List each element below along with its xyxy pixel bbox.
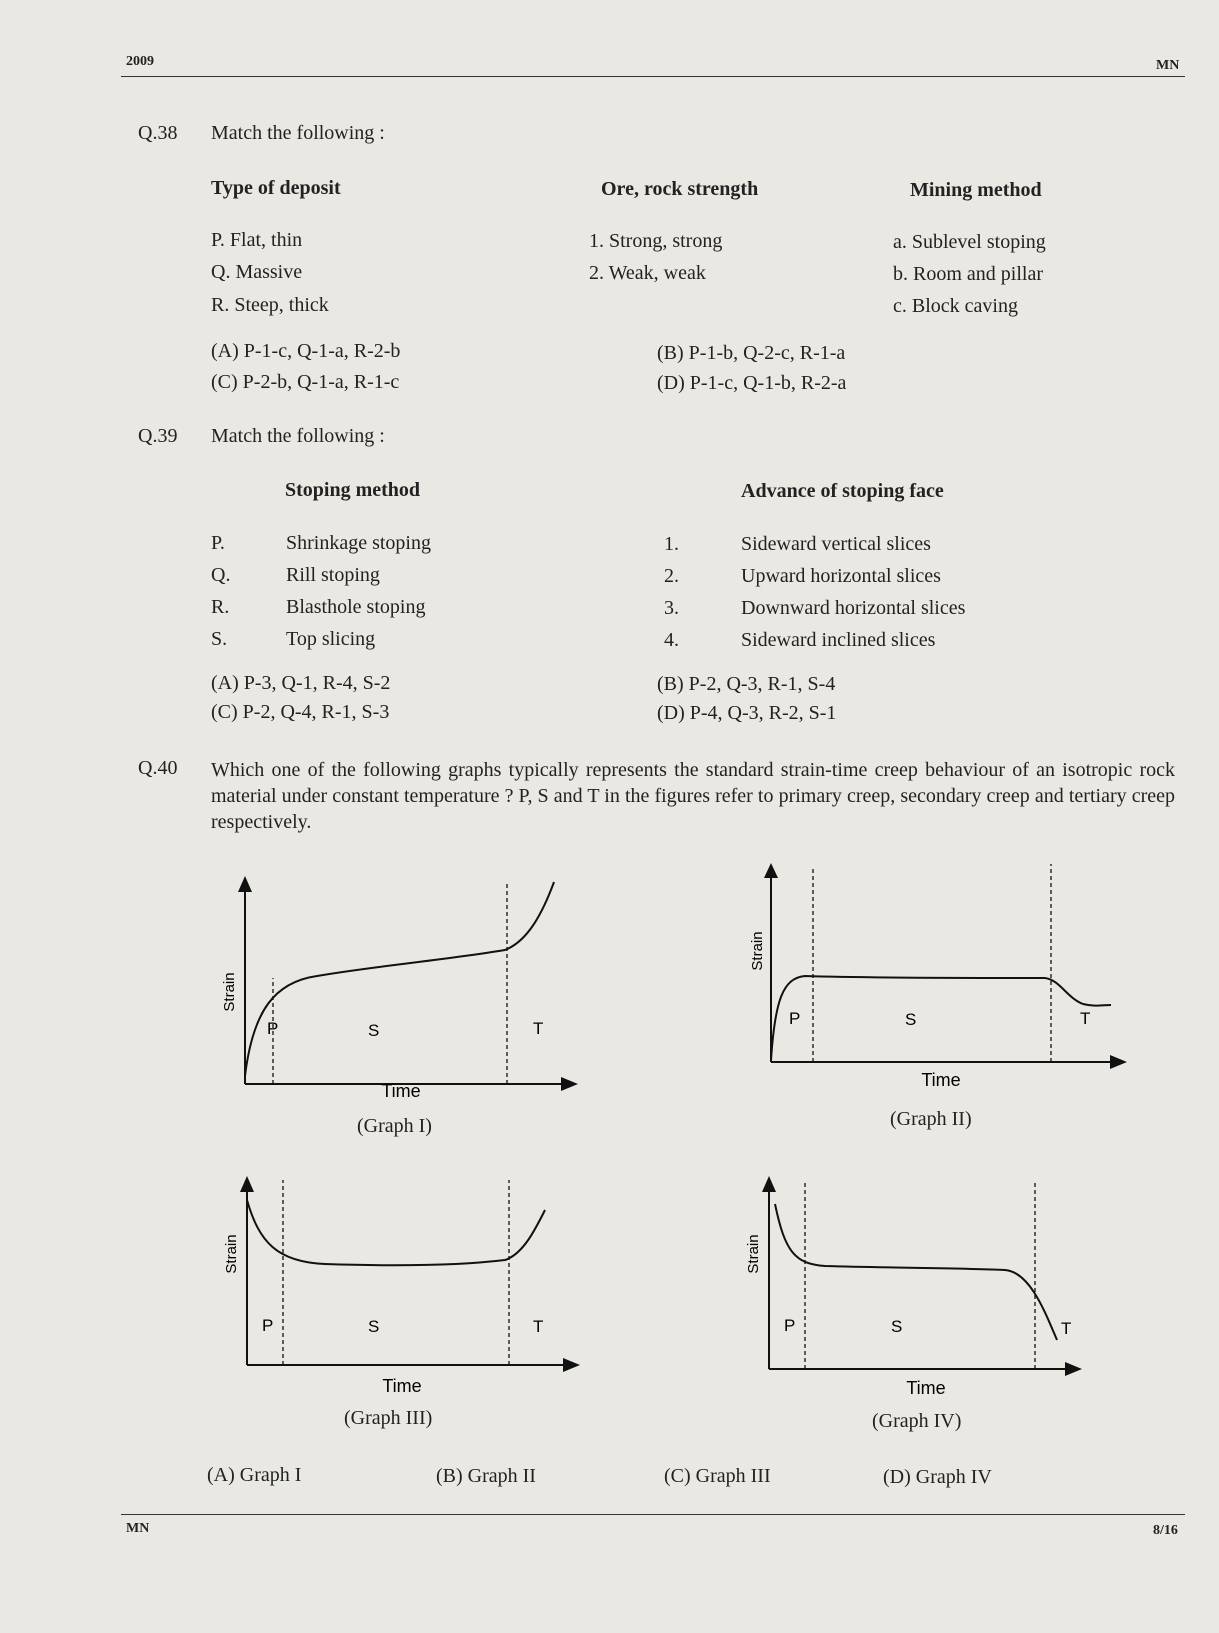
footer-code: MN	[126, 1521, 150, 1536]
graph-3-xlabel: Time	[382, 1376, 422, 1396]
graph-4-ylabel: Strain	[745, 1234, 762, 1274]
graph-1	[205, 870, 590, 1145]
q38-option-d: (D) P-1-c, Q-1-b, R-2-a	[657, 372, 847, 394]
q38-strength-1: 1. Strong, strong	[589, 230, 723, 252]
graph-3-zone-p: P	[262, 1316, 274, 1335]
graph-4-zone-p: P	[784, 1316, 796, 1335]
graph-2-caption: (Graph II)	[890, 1108, 972, 1130]
q39-key-s: S.	[211, 628, 228, 650]
graph-3-x-arrowhead	[563, 1358, 580, 1372]
graph-4-curve	[775, 1204, 1057, 1340]
graph-2-zone-p: P	[789, 1009, 801, 1028]
graph-4-x-arrowhead	[1065, 1362, 1082, 1376]
q39-advance-2: Upward horizontal slices	[741, 565, 941, 587]
q39-option-d: (D) P-4, Q-3, R-2, S-1	[657, 702, 837, 724]
graph-2-ylabel: Strain	[749, 931, 766, 971]
q39-option-a: (A) P-3, Q-1, R-4, S-2	[211, 672, 391, 694]
q38-number: Q.38	[138, 122, 178, 144]
graph-2-zone-t: T	[1080, 1009, 1091, 1028]
graph-3-zone-s: S	[368, 1317, 380, 1336]
graph-3-curve	[247, 1200, 545, 1265]
q39-number: Q.39	[138, 425, 178, 447]
graph-1-ylabel: Strain	[221, 972, 238, 1012]
graph-2-x-arrowhead	[1110, 1055, 1127, 1069]
q39-item-q: Rill stoping	[286, 564, 380, 586]
graph-3-caption: (Graph III)	[344, 1407, 433, 1429]
q39-key-r: R.	[211, 596, 230, 618]
q40-option-a: (A) Graph I	[207, 1464, 302, 1486]
graph-3	[205, 1172, 590, 1442]
q40-number: Q.40	[138, 757, 178, 779]
q38-deposit-q: Q. Massive	[211, 261, 303, 283]
q40-option-d: (D) Graph IV	[883, 1466, 992, 1488]
q38-header-strength: Ore, rock strength	[601, 178, 759, 200]
graph-4	[745, 1172, 1135, 1447]
q38-prompt: Match the following :	[211, 122, 385, 144]
q38-header-deposit: Type of deposit	[211, 177, 341, 199]
q38-option-c: (C) P-2-b, Q-1-a, R-1-c	[211, 371, 400, 393]
q39-item-s: Top slicing	[286, 628, 376, 650]
q38-header-method: Mining method	[910, 179, 1042, 201]
graph-1-y-arrowhead	[238, 876, 252, 892]
graph-3-ylabel: Strain	[223, 1234, 240, 1274]
q39-key-3: 3.	[664, 597, 679, 619]
q38-method-a: a. Sublevel stoping	[893, 231, 1046, 253]
graph-4-zone-t: T	[1061, 1319, 1072, 1338]
q38-option-a: (A) P-1-c, Q-1-a, R-2-b	[211, 340, 401, 362]
q38-strength-2: 2. Weak, weak	[589, 262, 706, 284]
header-rule	[121, 76, 1185, 77]
graph-2-xlabel: Time	[921, 1070, 961, 1090]
graph-4-xlabel: Time	[906, 1378, 946, 1398]
q39-option-b: (B) P-2, Q-3, R-1, S-4	[657, 673, 836, 695]
q39-key-q: Q.	[211, 564, 231, 586]
footer-rule	[121, 1514, 1185, 1515]
graph-2-zone-s: S	[905, 1010, 917, 1029]
graph-3-zone-t: T	[533, 1317, 544, 1336]
graph-2-curve	[771, 976, 1111, 1060]
q38-option-b: (B) P-1-b, Q-2-c, R-1-a	[657, 342, 846, 364]
graph-4-zone-s: S	[891, 1317, 903, 1336]
graph-4-caption: (Graph IV)	[872, 1410, 962, 1432]
q39-key-p: P.	[211, 532, 225, 554]
graph-1-x-arrowhead	[561, 1077, 578, 1091]
graph-1-zone-s: S	[368, 1021, 380, 1040]
q39-item-r: Blasthole stoping	[286, 596, 426, 618]
q40-option-c: (C) Graph III	[664, 1465, 771, 1487]
graph-2	[745, 860, 1135, 1130]
q39-option-c: (C) P-2, Q-4, R-1, S-3	[211, 701, 390, 723]
header-code: MN	[1156, 58, 1180, 73]
q39-advance-1: Sideward vertical slices	[741, 533, 931, 555]
q38-method-b: b. Room and pillar	[893, 263, 1043, 285]
q38-deposit-p: P. Flat, thin	[211, 229, 303, 251]
q40-option-b: (B) Graph II	[436, 1465, 536, 1487]
graph-1-xlabel: Time	[381, 1081, 421, 1101]
q38-method-c: c. Block caving	[893, 295, 1018, 317]
q40-text: Which one of the following graphs typically represents the standard strain-time creep behaviour of an isotropic rock material under constant temperature ? P, S and T in the figures refer to primary creep, secondary creep and tertiary creep respectively.	[211, 759, 1175, 833]
graph-1-zone-p: P	[267, 1019, 279, 1038]
graph-1-caption: (Graph I)	[357, 1115, 432, 1137]
q39-header-method: Stoping method	[285, 479, 421, 501]
graph-1-zone-t: T	[533, 1019, 544, 1038]
q39-item-p: Shrinkage stoping	[286, 532, 431, 554]
q39-prompt: Match the following :	[211, 425, 385, 447]
q39-key-1: 1.	[664, 533, 679, 555]
footer-page: 8/16	[1153, 1523, 1178, 1538]
q39-header-advance: Advance of stoping face	[741, 480, 944, 502]
header-year: 2009	[126, 54, 154, 69]
q39-advance-4: Sideward inclined slices	[741, 629, 936, 651]
q38-deposit-r: R. Steep, thick	[211, 294, 329, 316]
q39-key-2: 2.	[664, 565, 679, 587]
graph-3-y-arrowhead	[240, 1176, 254, 1192]
graph-4-y-arrowhead	[762, 1176, 776, 1192]
q39-key-4: 4.	[664, 629, 679, 651]
graph-2-y-arrowhead	[764, 863, 778, 878]
q39-advance-3: Downward horizontal slices	[741, 597, 966, 619]
